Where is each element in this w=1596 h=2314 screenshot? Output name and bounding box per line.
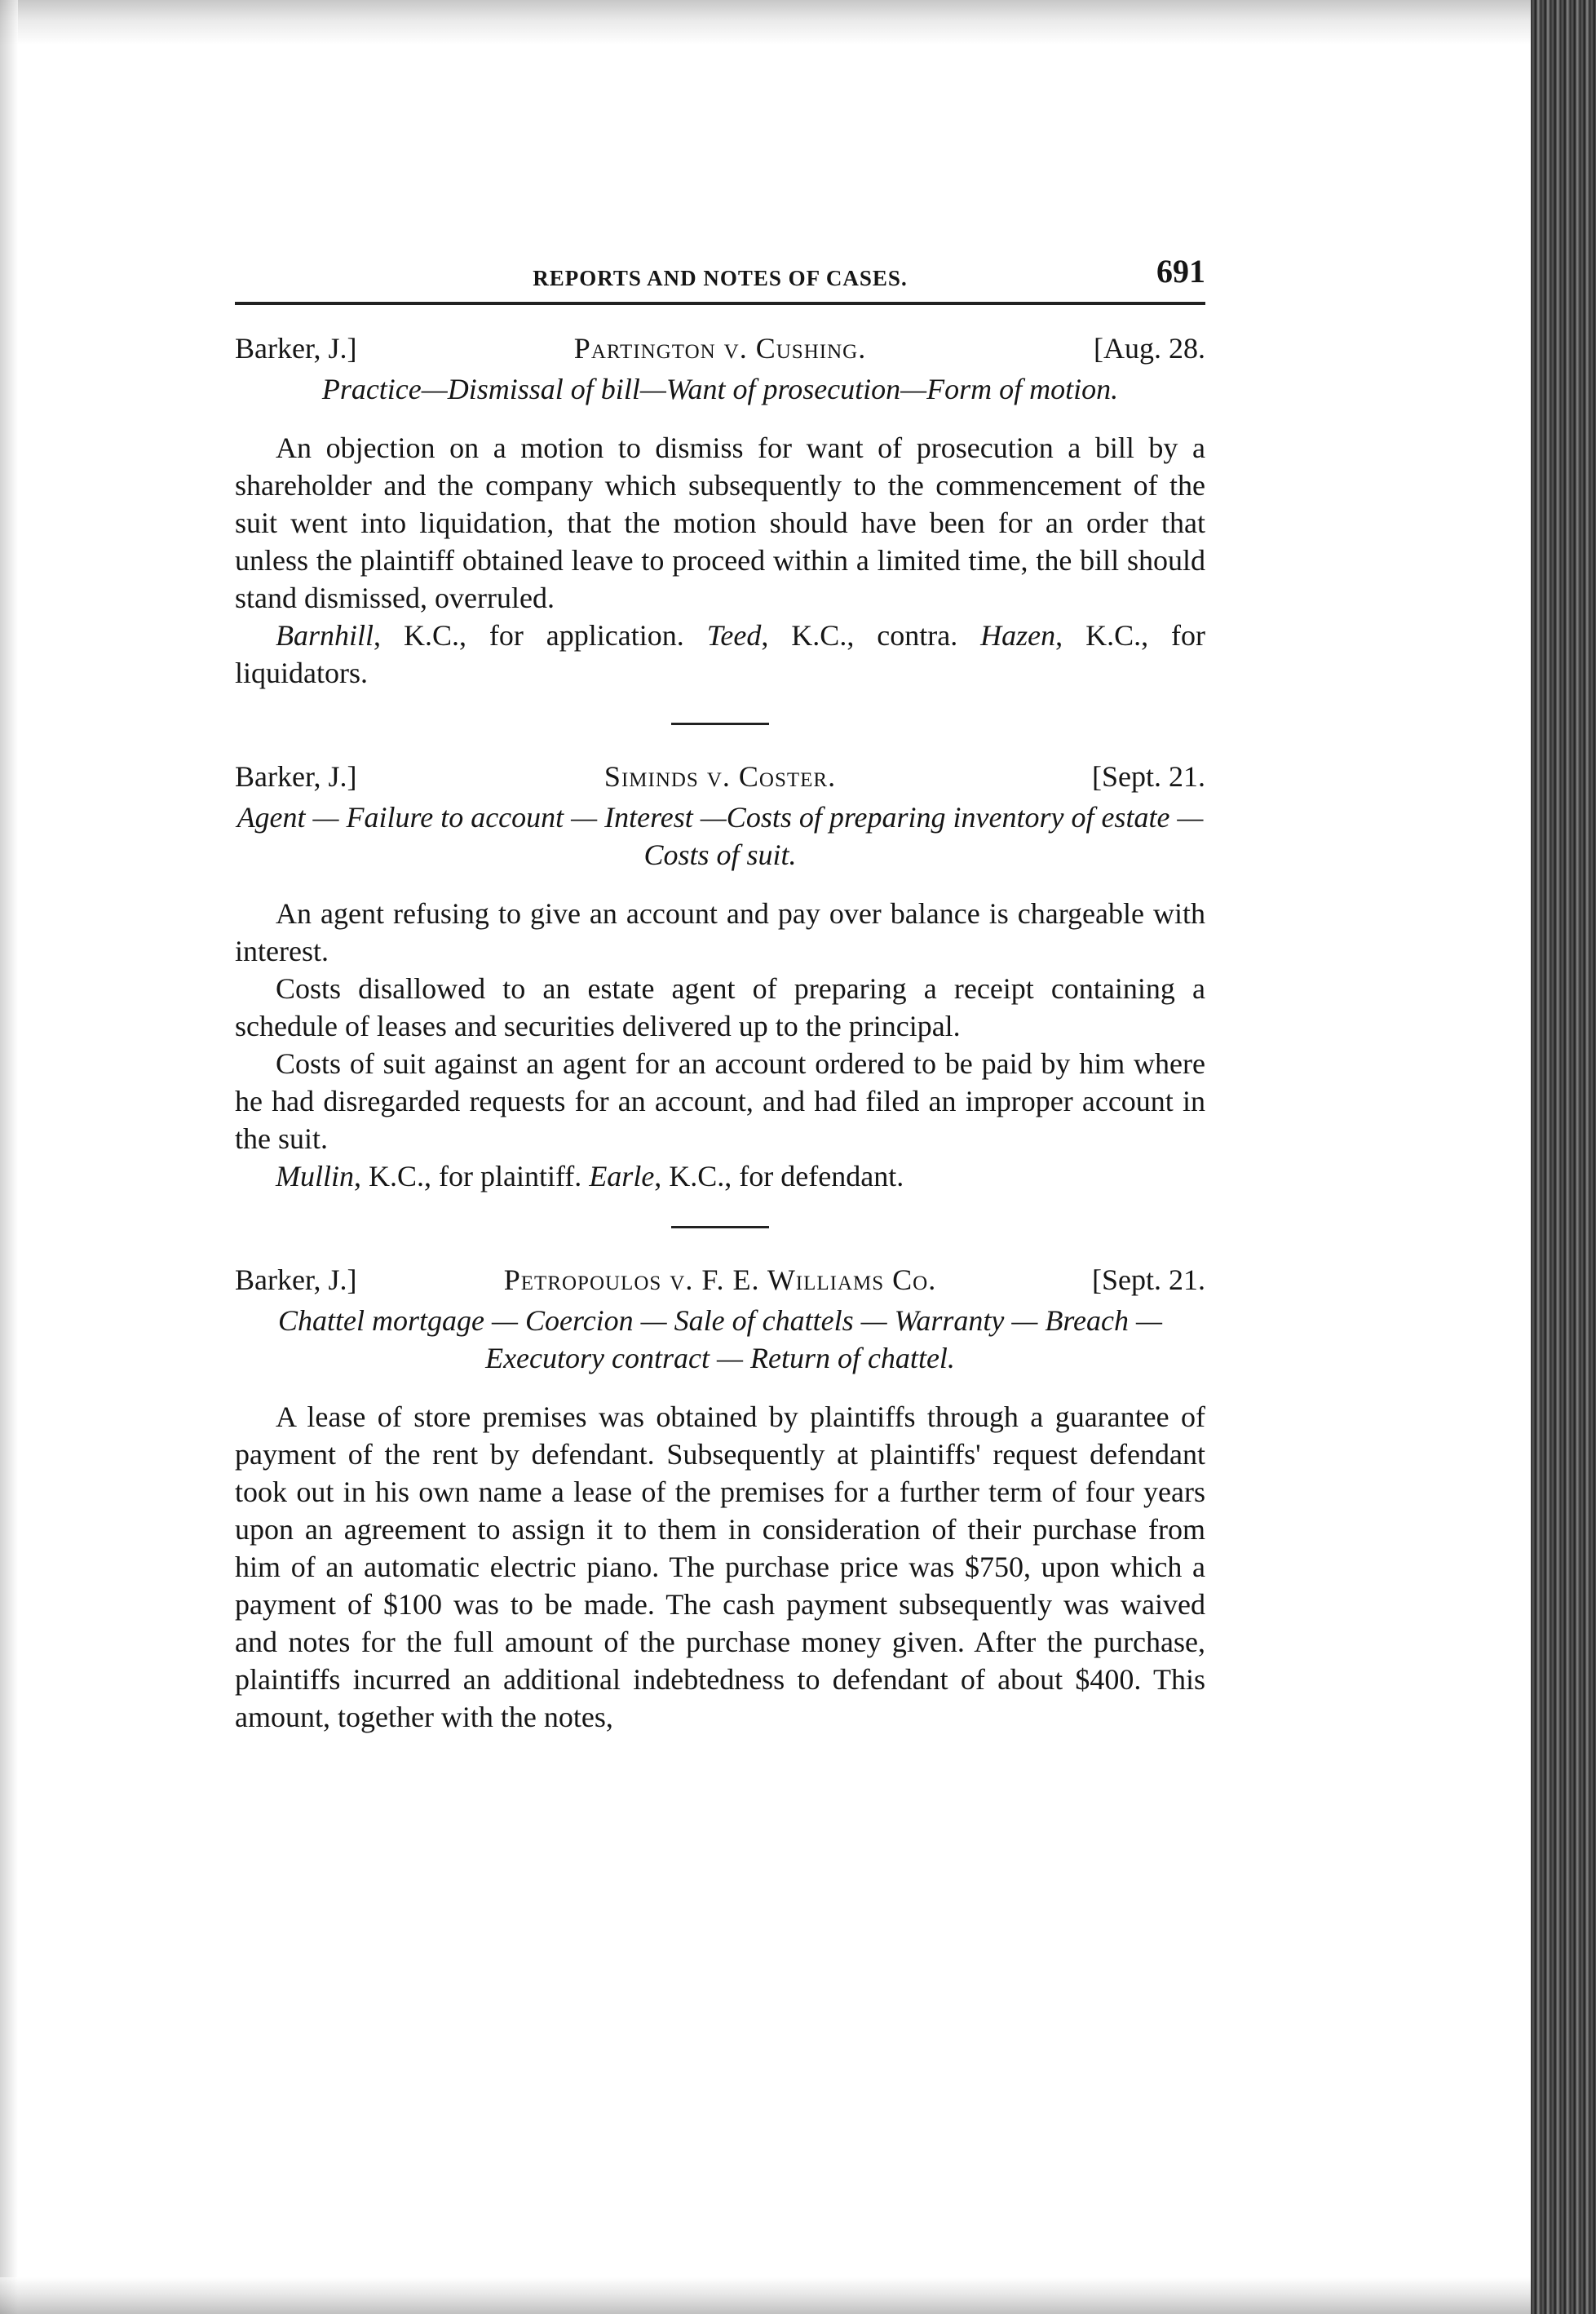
case-date: [Sept. 21.: [1092, 760, 1205, 793]
case-siminds-v-coster: [235, 758, 1205, 1195]
case-heading: [235, 758, 1205, 797]
counsel-role: , K.C., for plaintiff.: [354, 1160, 590, 1192]
case-catchwords: Chattel mortgage — Coercion — Sale of chattels — Warranty — Breach — Executory contract — Return of chattel.: [278, 1304, 1162, 1374]
case-partington-v-cushing: [235, 330, 1205, 692]
counsel-role: , K.C., for liquidators.: [235, 619, 1205, 689]
case-holding: An objection on a motion to dismiss for want of prosecution a bill by a shareholder and the company which subsequently to the commencement of the suit went into liquidation, that the motion should have been for an order that unless the plaintiff obtained leave to proceed within a limited time, the bill should stand dismissed, overruled.: [235, 431, 1205, 614]
counsel-name: Mullin: [276, 1160, 354, 1192]
page-number: 691: [1156, 253, 1205, 290]
case-judge: Barker, J.]: [235, 760, 357, 793]
case-separator: [671, 1226, 769, 1228]
case-heading: [235, 1261, 1205, 1300]
case-holding: Costs of suit against an agent for an account ordered to be paid by him where he had disregarded requests for an account, and had filed an improper account in the suit.: [235, 1047, 1205, 1155]
case-holding: An agent refusing to give an account and pay over balance is chargeable with interest.: [235, 897, 1205, 967]
case-holding: Costs disallowed to an estate agent of preparing a receipt containing a schedule of leases and securities delivered up to the principal.: [235, 972, 1205, 1042]
case-name: Siminds v. Coster.: [603, 760, 837, 793]
case-judge: Barker, J.]: [235, 1263, 357, 1296]
case-judge: Barker, J.]: [235, 332, 357, 365]
counsel-line: [235, 617, 1205, 692]
counsel-name: Earle: [589, 1160, 655, 1192]
counsel-name: Hazen: [980, 619, 1056, 652]
counsel-role: , K.C., for defendant.: [654, 1160, 904, 1192]
header-rule: [235, 302, 1205, 305]
case-facts: A lease of store premises was obtained by plaintiffs through a guarantee of payment of the rent by defendant. Subsequently at plaintiffs' request defendant took out in his own name a lease of the premises for a further term of four years upon an agreement to assign it to them in consideration of their purchase from him of an automatic electric piano. The purchase price was $750, upon which a payment of $100 was to be made. The cash payment subsequently was waived and notes for the full amount of the purchase money given. After the purchase, plaintiffs incurred an additional indebtedness to defendant of about $400. This amount, together with the notes,: [235, 1400, 1205, 1733]
counsel-name: Barnhill: [276, 619, 374, 652]
scan-shadow-top: [0, 0, 1531, 45]
scan-binding-edge: [1531, 0, 1596, 2314]
case-petropoulos-v-williams: [235, 1261, 1205, 1736]
scan-shadow-bottom: [0, 2277, 1531, 2314]
counsel-name: Teed: [706, 619, 762, 652]
case-heading: [235, 330, 1205, 369]
counsel-role: , K.C., contra.: [761, 619, 981, 652]
counsel-role: , K.C., for application.: [374, 619, 707, 652]
case-catchwords: Practice—Dismissal of bill—Want of prosecution—Form of motion.: [321, 373, 1119, 405]
case-date: [Aug. 28.: [1094, 332, 1205, 365]
scan-shadow-left: [0, 0, 18, 2314]
case-date: [Sept. 21.: [1092, 1263, 1205, 1296]
case-name: Partington v. Cushing.: [573, 332, 867, 365]
counsel-line: [235, 1157, 1205, 1195]
case-name: Petropoulos v. F. E. Williams Co.: [503, 1263, 937, 1296]
running-header: [235, 253, 1205, 294]
running-title: REPORTS AND NOTES OF CASES.: [533, 266, 908, 290]
page-content: [235, 253, 1205, 1736]
case-separator: [671, 723, 769, 725]
case-catchwords: Agent — Failure to account — Interest —Costs of preparing inventory of estate — Costs of suit.: [237, 801, 1204, 871]
